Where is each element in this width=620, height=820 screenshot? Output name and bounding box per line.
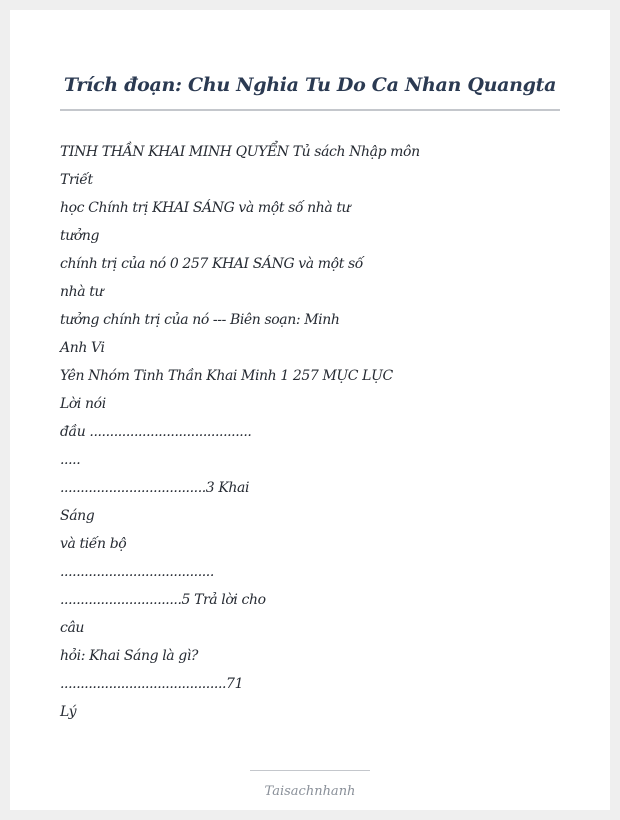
- text-line: và tiến bộ: [60, 536, 127, 552]
- text-line: Sáng: [60, 508, 95, 524]
- document-page: [10, 10, 610, 810]
- text-line: câu: [60, 620, 85, 636]
- text-line: Lý: [60, 704, 77, 720]
- text-line: .........................................71: [60, 676, 244, 692]
- footer-divider: [250, 770, 370, 771]
- text-line: hỏi: Khai Sáng là gì?: [60, 648, 199, 664]
- text-line: chính trị của nó 0 257 KHAI SÁNG và một số: [60, 256, 363, 272]
- footer-source: Taisachnhanh: [264, 784, 356, 799]
- text-line: Yên Nhóm Tinh Thần Khai Minh 1 257 MỤC LỤC: [60, 368, 393, 384]
- text-line: ..............................5 Trả lời cho: [60, 592, 266, 608]
- text-line: .....: [60, 452, 81, 468]
- text-line: Lời nói: [60, 396, 106, 412]
- text-line: học Chính trị KHAI SÁNG và một số nhà tư: [60, 200, 351, 216]
- document-body: [60, 138, 480, 726]
- text-line: tưởng chính trị của nó --- Biên soạn: Minh: [60, 312, 340, 328]
- text-line: Triết: [60, 172, 93, 188]
- text-line: đầu ........................................: [60, 424, 252, 440]
- text-line: ......................................: [60, 564, 214, 580]
- title-divider: [60, 109, 560, 111]
- text-line: ....................................3 Khai: [60, 480, 250, 496]
- text-line: nhà tư: [60, 284, 104, 300]
- text-line: tưởng: [60, 228, 100, 244]
- document-title: Trích đoạn: Chu Nghia Tu Do Ca Nhan Quangta: [63, 74, 557, 96]
- text-line: Anh Vi: [60, 340, 105, 356]
- text-line: TINH THẦN KHAI MINH QUYỂN Tủ sách Nhập môn: [60, 144, 420, 160]
